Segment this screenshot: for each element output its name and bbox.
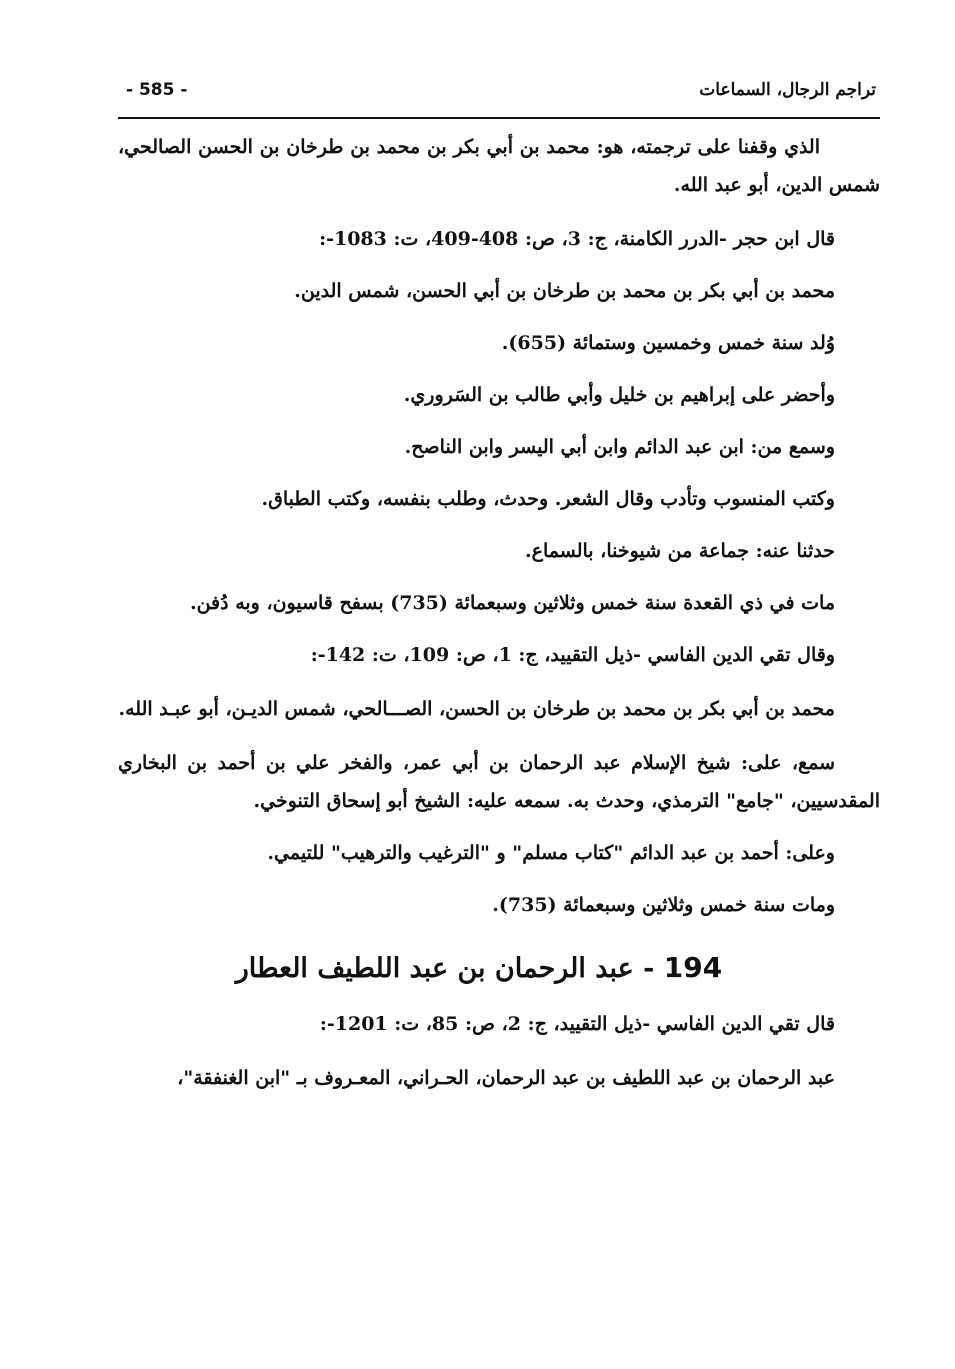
paragraph-intro: الذي وقفنا على ترجمته، هو: محمد بن أبي بكر بن محمد بن طرخان بن الحسن الصالحي، شمس الدين، أبو عبد الله.	[118, 136, 880, 196]
page-number: - 585 -	[126, 80, 188, 100]
citation-fasi-1: وقال تقي الدين الفاسي -ذيل التقييد، ج: 1، ص: 109، ت: 142-:	[310, 644, 835, 666]
citation-fasi-2: قال تقي الدين الفاسي -ذيل التقييد، ج: 2، ص: 85، ت: 1201-:	[319, 1013, 835, 1035]
paragraph-name: محمد بن أبي بكر بن محمد بن طرخان بن أبي الحسن، شمس الدين.	[294, 280, 835, 302]
running-header	[118, 70, 880, 110]
section-heading	[118, 946, 880, 991]
paragraph-writing: وكتب المنسوب وتأدب وقال الشعر. وحدث، وطلب بنفسه، وكتب الطباق.	[261, 488, 835, 510]
running-title: تراجم الرجال، السماعات	[699, 80, 876, 100]
paragraph-fasi-name: محمد بن أبي بكر بن محمد بن طرخان بن الحسن، الصـــالحي، شمس الديـن، أبو عبـد الله.	[118, 698, 835, 720]
body-text	[118, 128, 880, 1097]
section-number: 194	[663, 951, 723, 984]
paragraph-fasi-heard: سمع، على: شيخ الإسلام عبد الرحمان بن أبي عمر، والفخر علي بن أحمد بن البخاري المقدسيين، "جامع" الترمذي، وحدث به. سمعه عليه: الشيخ أبو إسحاق التنوخي.	[118, 752, 880, 812]
paragraph-entry-194: عبد الرحمان بن عبد اللطيف بن عبد الرحمان، الحـراني، المعـروف بـ "ابن الغنفقة"،	[177, 1067, 835, 1089]
paragraph-attended: وأحضر على إبراهيم بن خليل وأبي طالب بن السَروري.	[403, 384, 835, 406]
paragraph-narrated: حدثنا عنه: جماعة من شيوخنا، بالسماع.	[525, 540, 835, 562]
paragraph-fasi-death: ومات سنة خمس وثلاثين وسبعمائة (735).	[492, 894, 835, 916]
section-separator: -	[643, 953, 655, 984]
citation-ibn-hajar: قال ابن حجر -الدرر الكامنة، ج: 3، ص: 408-409، ت: 1083-:	[319, 228, 835, 250]
paragraph-fasi-also: وعلى: أحمد بن عبد الدائم "كتاب مسلم" و "الترغيب والترهيب" للتيمي.	[267, 842, 835, 864]
paragraph-birth: وُلد سنة خمس وخمسين وستمائة (655).	[501, 332, 835, 354]
header-rule	[118, 117, 880, 119]
paragraph-heard-from: وسمع من: ابن عبد الدائم وابن أبي اليسر وابن الناصح.	[404, 436, 835, 458]
section-title: عبد الرحمان بن عبد اللطيف العطار	[235, 953, 634, 984]
paragraph-death: مات في ذي القعدة سنة خمس وثلاثين وسبعمائة (735) بسفح قاسيون، وبه دُفن.	[189, 592, 835, 614]
